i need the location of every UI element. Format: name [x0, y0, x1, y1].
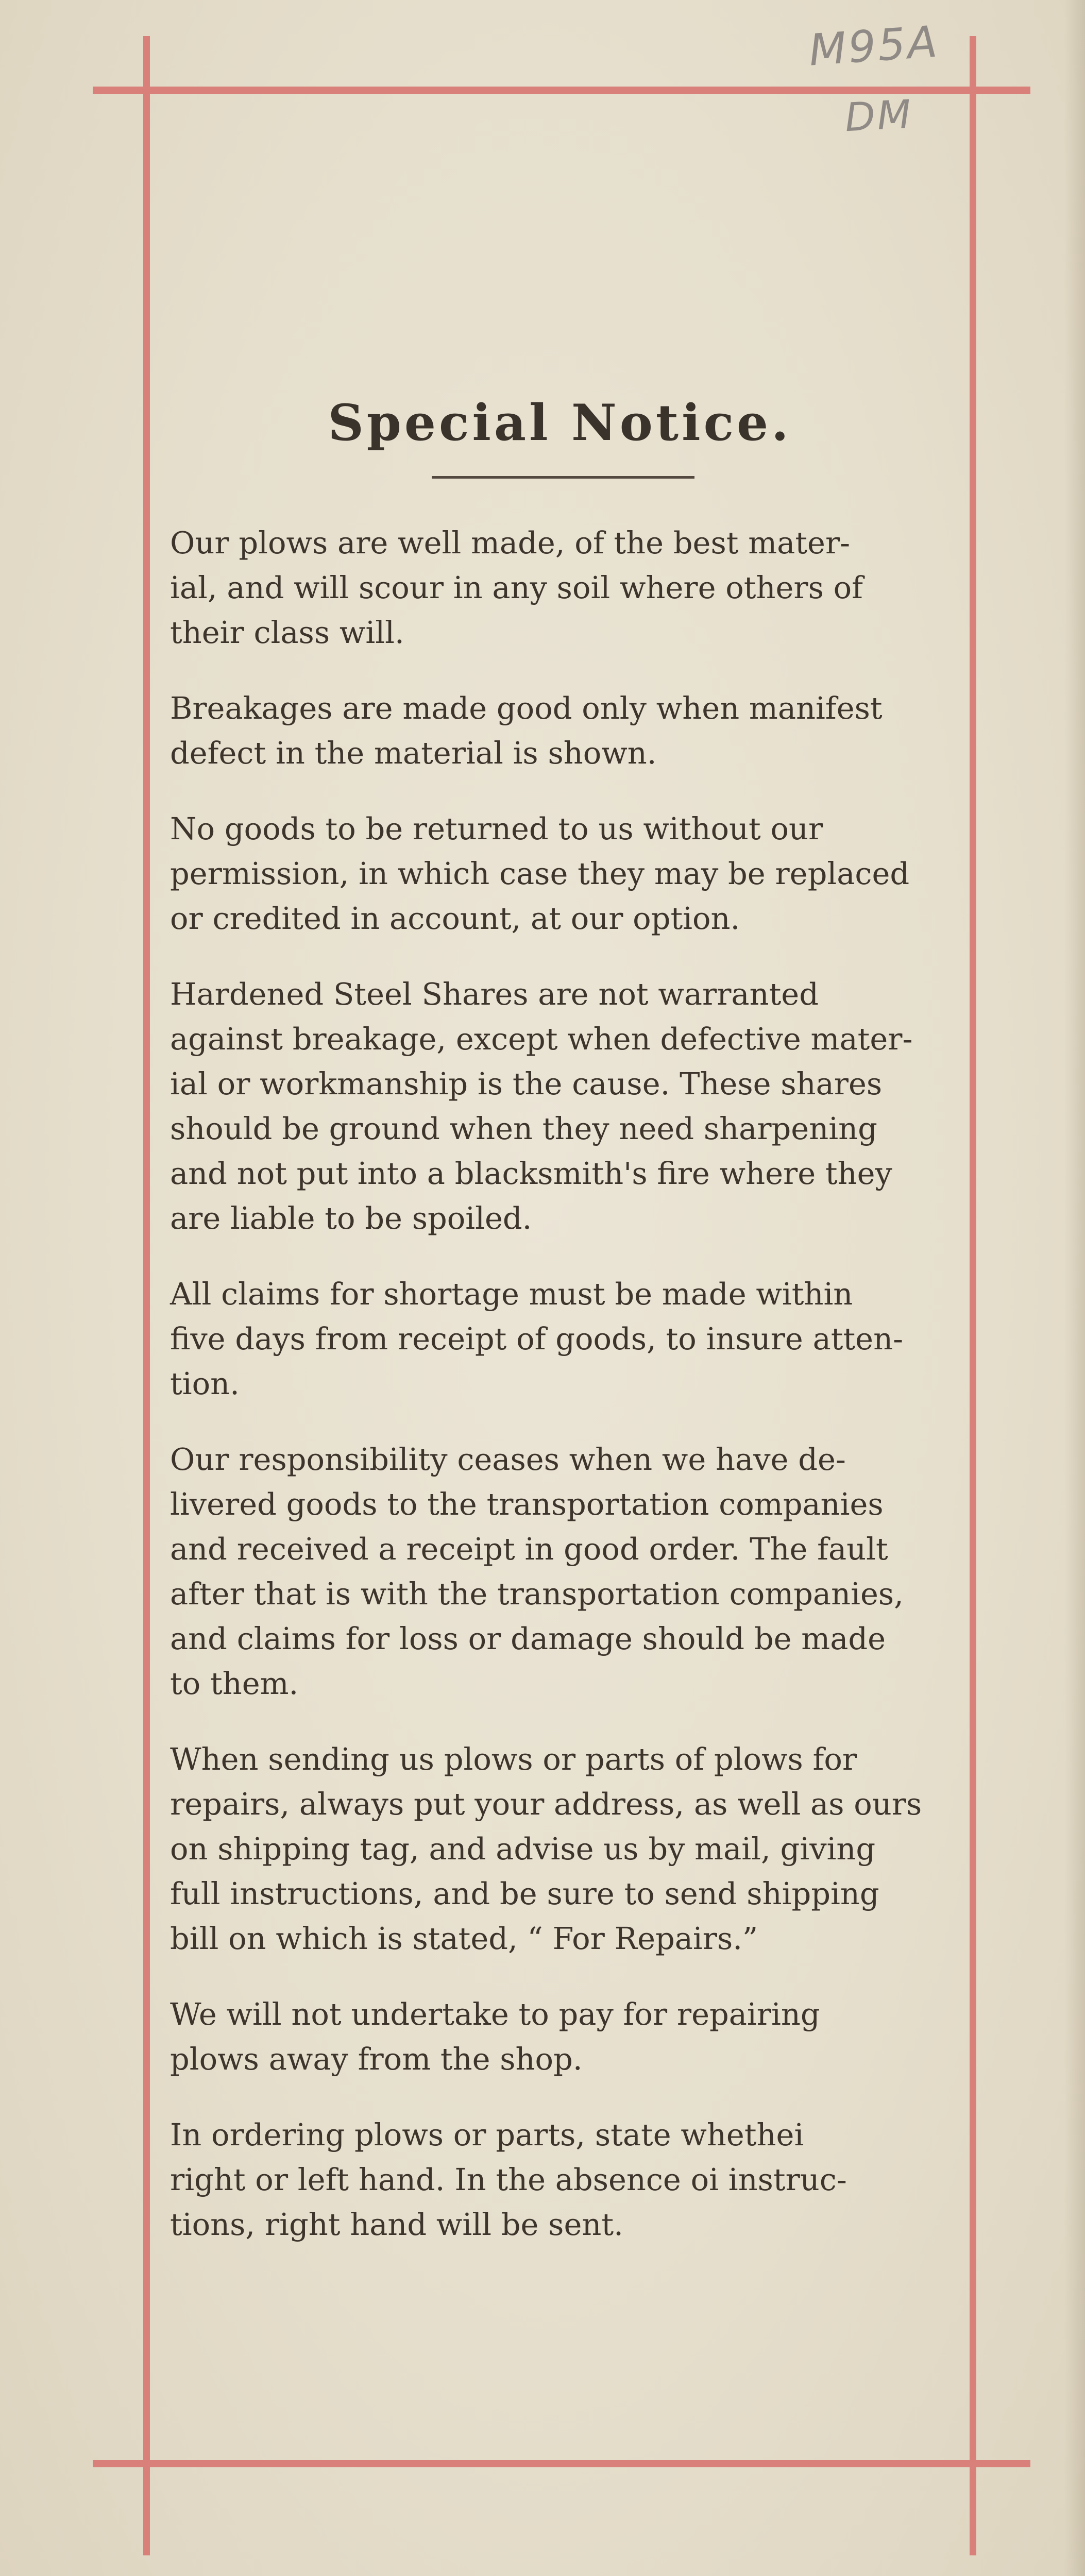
- page-title: Special Notice.: [328, 394, 792, 452]
- page-edge-shadow: [1064, 0, 1085, 2576]
- notice-paragraph: [170, 1437, 958, 1706]
- notice-paragraph: [170, 1737, 958, 1961]
- paragraph-line: ial, and will scour in any soil where others of: [170, 570, 863, 605]
- paragraph-line: against breakage, except when defective mater-: [170, 1021, 913, 1057]
- paragraph-line: No goods to be returned to us without our: [170, 811, 823, 846]
- notice-paragraph: [170, 686, 958, 775]
- initials-annotation: DM: [843, 91, 914, 141]
- paragraph-line: When sending us plows or parts of plows for: [170, 1741, 857, 1777]
- notice-body: [170, 520, 958, 2278]
- paragraph-line: and received a receipt in good order. The fault: [170, 1531, 888, 1567]
- paragraph-line: We will not undertake to pay for repairing: [170, 1996, 820, 2032]
- paragraph-line: full instructions, and be sure to send shipping: [170, 1876, 879, 1911]
- paragraph-line: five days from receipt of goods, to insure atten-: [170, 1321, 904, 1357]
- paragraph-line: and claims for loss or damage should be made: [170, 1621, 886, 1656]
- notice-paragraph: [170, 2112, 958, 2247]
- catalog-number-annotation: M95A: [807, 16, 941, 76]
- notice-paragraph: [170, 806, 958, 941]
- notice-paragraph: [170, 1992, 958, 2081]
- paragraph-line: to them.: [170, 1666, 299, 1701]
- paragraph-line: repairs, always put your address, as well as ours: [170, 1786, 922, 1822]
- paragraph-line: All claims for shortage must be made within: [170, 1276, 853, 1312]
- paragraph-line: bill on which is stated, “ For Repairs.”: [170, 1921, 758, 1956]
- paragraph-line: their class will.: [170, 615, 404, 650]
- notice-paragraph: [170, 972, 958, 1241]
- paragraph-line: Hardened Steel Shares are not warranted: [170, 976, 819, 1012]
- paragraph-line: defect in the material is shown.: [170, 735, 657, 771]
- paragraph-line: and not put into a blacksmith's fire where they: [170, 1156, 892, 1191]
- border-rule-bottom: [93, 2460, 1030, 2467]
- border-rule-left: [143, 36, 150, 2555]
- paragraph-line: right or left hand. In the absence oi instruc-: [170, 2162, 847, 2197]
- notice-paragraph: [170, 1272, 958, 1406]
- paragraph-line: are liable to be spoiled.: [170, 1200, 532, 1236]
- paragraph-line: tion.: [170, 1366, 240, 1401]
- paragraph-line: Our responsibility ceases when we have de-: [170, 1442, 846, 1477]
- paragraph-line: livered goods to the transportation companies: [170, 1486, 884, 1522]
- paragraph-line: or credited in account, at our option.: [170, 901, 740, 936]
- paragraph-line: In ordering plows or parts, state whethei: [170, 2117, 804, 2153]
- paragraph-line: Breakages are made good only when manifest: [170, 690, 883, 726]
- title-underline: [432, 476, 694, 479]
- paragraph-line: should be ground when they need sharpening: [170, 1111, 877, 1146]
- notice-paragraph: [170, 520, 958, 655]
- paragraph-line: after that is with the transportation companies,: [170, 1576, 904, 1612]
- paragraph-line: permission, in which case they may be replaced: [170, 856, 910, 891]
- border-rule-right: [970, 36, 976, 2555]
- paragraph-line: plows away from the shop.: [170, 2041, 583, 2077]
- paragraph-line: ial or workmanship is the cause. These shares: [170, 1066, 883, 1101]
- paragraph-line: tions, right hand will be sent.: [170, 2207, 623, 2242]
- paragraph-line: Our plows are well made, of the best mater-: [170, 525, 851, 561]
- paragraph-line: on shipping tag, and advise us by mail, giving: [170, 1831, 876, 1867]
